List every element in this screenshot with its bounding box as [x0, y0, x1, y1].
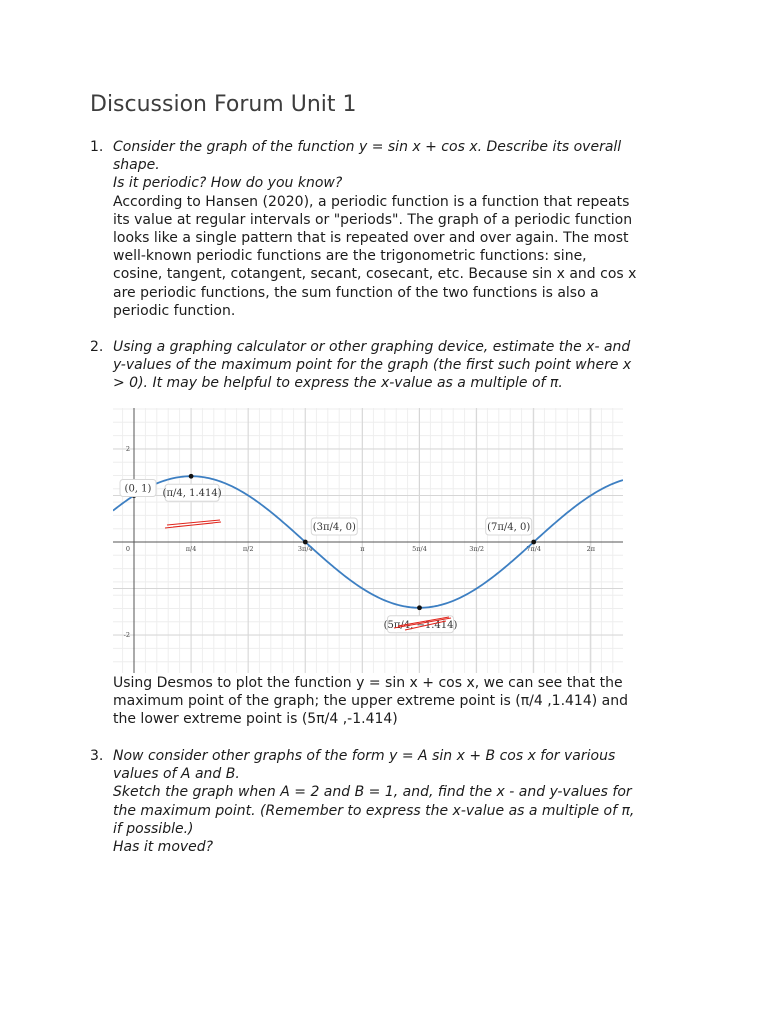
x-tick-label: π/4: [185, 545, 197, 553]
answer-line: Using Desmos to plot the function y = sin x + cos x, we can see that the: [113, 675, 623, 691]
question-number: 1.: [90, 139, 104, 155]
question-3: [90, 747, 690, 856]
point-label: (0, 1): [124, 483, 152, 495]
page-title: Discussion Forum Unit 1: [90, 92, 357, 117]
point-marker: [189, 474, 194, 479]
answer-line: the lower extreme point is (5π/4 ,-1.414): [113, 711, 398, 728]
y-tick-label: -2: [123, 631, 130, 639]
point-label: (3π/4, 0): [312, 522, 356, 533]
question-prompt-line: values of A and B.: [113, 766, 240, 783]
point-marker: [303, 540, 308, 545]
question-prompt-line: > 0). It may be helpful to express the x-value as a multiple of π.: [113, 375, 563, 392]
point-label: (π/4, 1.414): [162, 488, 222, 500]
question-prompt-line: Has it moved?: [113, 839, 214, 856]
answer-line: cosine, tangent, cotangent, secant, cosecant, etc. Because sin x and cos x: [113, 266, 637, 283]
answer-line: looks like a single pattern that is repeated over and over again. The most: [113, 230, 629, 247]
question-prompt-line: Now consider other graphs of the form y = A sin x + B cos x for various: [113, 748, 616, 764]
answer-line: well-known periodic functions are the trigonometric functions: sine,: [113, 248, 587, 265]
question-prompt-line: Consider the graph of the function y = sin x + cos x. Describe its overall: [113, 139, 622, 155]
question-number: 2.: [90, 339, 104, 355]
red-underline-scribble: [165, 520, 221, 528]
question-prompt-line: y-values of the maximum point for the graph (the first such point where x: [113, 357, 632, 374]
question-prompt-line: shape.: [113, 157, 160, 174]
x-tick-label: 2π: [586, 545, 595, 553]
answer-line: its value at regular intervals or "periods". The graph of a periodic function: [113, 211, 633, 228]
answer-line: maximum point of the graph; the upper extreme point is (π/4 ,1.414) and: [113, 693, 628, 710]
question-1: [90, 138, 690, 320]
point-label: (7π/4, 0): [487, 522, 531, 533]
x-tick-label: 5π/4: [412, 545, 427, 553]
x-tick-label: 0: [125, 545, 131, 553]
x-tick-label: π/2: [242, 545, 254, 553]
answer-line: periodic function.: [113, 302, 236, 319]
answer-line: According to Hansen (2020), a periodic function is a function that repeats: [113, 193, 630, 210]
point-marker: [417, 605, 422, 610]
question-2: [90, 338, 690, 393]
answer-line: are periodic functions, the sum function of the two functions is also a: [113, 284, 599, 301]
question-number: 3.: [90, 748, 104, 764]
question-prompt-line: if possible.): [113, 820, 194, 837]
desmos-graph-image: [113, 408, 623, 673]
x-tick-label: π: [360, 545, 365, 553]
y-tick-label: 2: [125, 445, 130, 453]
question-prompt-line: the maximum point. (Remember to express the x-value as a multiple of π,: [113, 802, 635, 819]
x-tick-label: 3π/4: [297, 545, 313, 553]
point-label: (5π/4, −1.414): [383, 619, 458, 631]
x-tick-label: 3π/2: [469, 545, 484, 553]
point-marker: [531, 540, 536, 545]
question-prompt-line: Using a graphing calculator or other graphing device, estimate the x- and: [113, 339, 631, 355]
question-prompt-line: Sketch the graph when A = 2 and B = 1, and, find the x - and y-values for: [113, 784, 632, 801]
graph-svg: [113, 408, 623, 673]
x-tick-label: 7π/4: [526, 545, 542, 553]
answer-2: [113, 674, 628, 729]
question-prompt-line: Is it periodic? How do you know?: [113, 175, 343, 192]
